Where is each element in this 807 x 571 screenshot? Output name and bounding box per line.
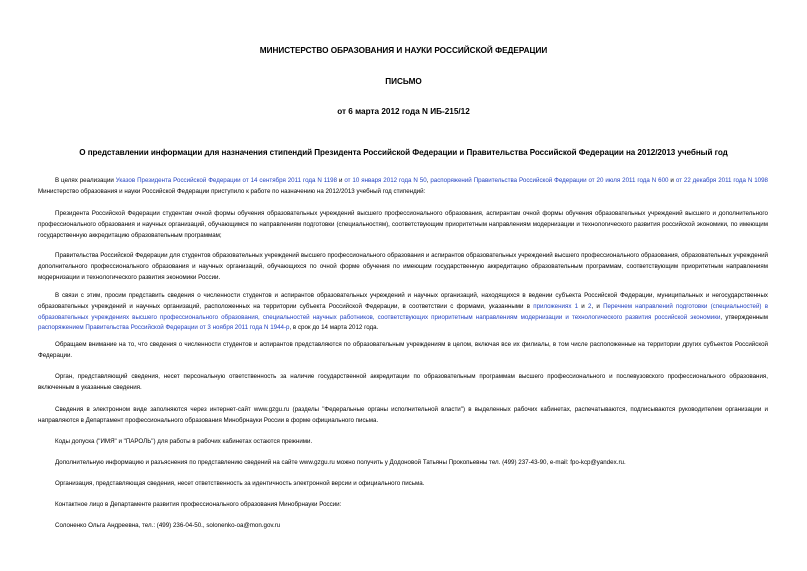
paragraph-10: Организация, представляющая сведения, несет ответственность за идентичность электронной версии и официального письма. bbox=[55, 480, 425, 487]
paragraph-2: Президента Российской Федерации студентам очной формы обучения образовательных учреждений высшего профессионального образования, аспирантам очной формы обучения образовательных учреждений высшего и дополнительного профессионального образования и научных организаций, обучающимся по направлениям подготовки (специальностям), соответствующим приоритетным направлениям модернизации и технологического развития российской экономики, по имеющим государственную аккредитацию образовательным программам; bbox=[38, 210, 768, 239]
text: и bbox=[668, 177, 676, 184]
link-appendix-1[interactable]: приложениях 1 bbox=[533, 302, 579, 310]
text: , bbox=[426, 177, 431, 184]
paragraph-11: Контактное лицо в Департаменте развития профессионального образования Минобрнауки России: bbox=[55, 501, 342, 508]
paragraph-12: Солоненко Ольга Андреевна, тел.: (499) 236-04-50., solonenko-oa@mon.gov.ru bbox=[55, 522, 281, 529]
link-decree-1198[interactable]: Указов Президента Российской Федерации от 14 сентября 2011 года N 1198 bbox=[115, 177, 338, 184]
text: , и bbox=[591, 302, 604, 310]
text: , утвержденным bbox=[720, 313, 768, 321]
paragraph-8: Коды допуска ("ИМЯ" и "ПАРОЛЬ") для работы в рабочих кабинетах остаются прежними. bbox=[55, 438, 313, 445]
paragraph-1 bbox=[38, 176, 768, 198]
paragraph-7: Сведения в электронном виде заполняются через интернет-сайт www.gzgu.ru (разделы "Федеральные органы исполнительной власти") в выделенных рабочих кабинетах, распечатываются, подписываются руководителем организации и направляются в Департамент профессионального образования Минобрнауки России в форме официального письма. bbox=[38, 406, 768, 424]
text: В целях реализации bbox=[55, 177, 116, 184]
link-order-1944r[interactable]: распоряжением Правительства Российской Федерации от 3 ноября 2011 года N 1944-р bbox=[38, 324, 290, 332]
document-date-number: от 6 марта 2012 года N ИБ-215/12 bbox=[337, 107, 470, 116]
document-type: ПИСЬМО bbox=[385, 77, 422, 86]
paragraph-3: Правительства Российской Федерации для студентов образовательных учреждений высшего профессионального образования и аспирантов образовательных учреждений высшего профессионального образования, образовательных учреждений дополнительного профессионального образования и научных организаций, обучающихся по очной форме обучения по имеющим государственную аккредитацию образовательным программам, соответствующим приоритетным направлениям модернизации и технологического развития экономики России. bbox=[38, 252, 768, 281]
text: , в срок до 14 марта 2012 года. bbox=[289, 324, 379, 332]
text: В связи с этим, просим представить сведения о численности студентов и аспирантов образовательных учреждений и научных организаций, находящихся в ведении субъекта Российской Федерации, муниципальных и негосударственных образовательных учреждений и научных организаций, расположенных на территории субъекта Российской Федерации, в соответствии с формами, указанными в bbox=[38, 292, 768, 310]
text: и bbox=[578, 302, 588, 310]
paragraph-6: Орган, представляющий сведения, несет персональную ответственность за наличие государственной аккредитации по образовательным программам высшего профессионального и послевузовского профессионального образования, включенным в указанные сведения. bbox=[38, 373, 768, 391]
link-order-600[interactable]: распоряжений Правительства Российской Федерации от 20 июля 2011 года N 600 bbox=[430, 177, 669, 184]
paragraph-9: Дополнительную информацию и разъяснения по представлению сведений на сайте www.gzgu.ru можно получить у Додоновой Татьяны Прокопьевны тел. (499) 237-43-90, e-mail: fpo-kcp@yandex.ru. bbox=[55, 459, 626, 466]
link-appendix-2[interactable]: 2 bbox=[587, 302, 592, 310]
text: и bbox=[337, 177, 345, 184]
link-order-1098[interactable]: от 22 декабря 2011 года N 1098 bbox=[675, 177, 768, 184]
paragraph-5: Обращаем внимание на то, что сведения о численности студентов и аспирантов представляются по образовательным учреждениям в целом, включая все их филиалы, в том числе расположенные на территории других субъектов Российской Федерации. bbox=[38, 341, 768, 359]
document-title: О представлении информации для назначения стипендий Президента Российской Федерации и Правительства Российской Федерации на 2012/2013 учебный год bbox=[79, 148, 728, 157]
link-decree-50[interactable]: от 10 января 2012 года N 50 bbox=[344, 177, 427, 184]
paragraph-4 bbox=[38, 291, 768, 334]
link-specialties-list[interactable]: Перечнем направлений подготовки (специальностей) в образовательных учреждениях высшего профессионального образования, специальностей научных работников, соответствующих приоритетным направлениям модернизации и технологического развития российской экономики bbox=[38, 302, 768, 321]
ministry-heading: МИНИСТЕРСТВО ОБРАЗОВАНИЯ И НАУКИ РОССИЙСКОЙ ФЕДЕРАЦИИ bbox=[259, 46, 548, 55]
text: Министерство образования и науки Российской Федерации приступило к работе по назначению на 2012/2013 учебный год стипендий: bbox=[38, 187, 426, 195]
